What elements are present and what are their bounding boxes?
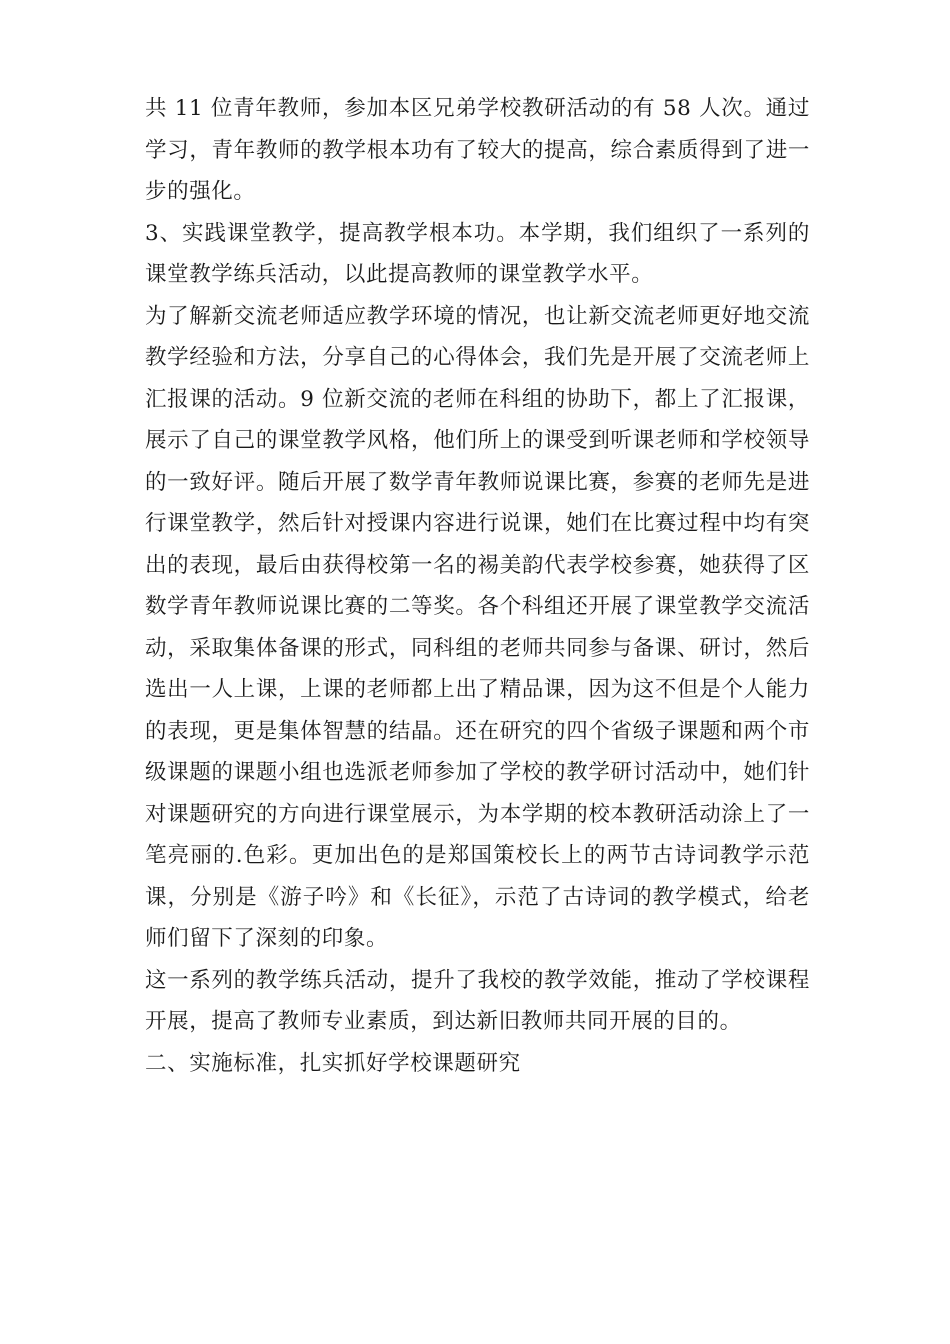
paragraph-training-summary: 这一系列的教学练兵活动，提升了我校的教学效能，推动了学校课程开展，提高了教师专业素质，到达新旧教师共同开展的目的。 xyxy=(145,967,810,1034)
section-heading-research: 二、实施标准，扎实抓好学校课题研究 xyxy=(145,1050,521,1076)
paragraph-classroom-practice: 3、实践课堂教学，提高教学根本功。本学期，我们组织了一系列的课堂教学练兵活动，以此提高教师的课堂教学水平。 xyxy=(145,220,810,287)
document-body xyxy=(145,88,810,1084)
paragraph-young-teachers: 共 11 位青年教师，参加本区兄弟学校教研活动的有 58 人次。通过学习，青年教师的教学根本功有了较大的提高，综合素质得到了进一步的强化。 xyxy=(145,96,810,204)
paragraph-exchange-teachers: 为了解新交流老师适应教学环境的情况，也让新交流老师更好地交流教学经验和方法，分享自己的心得体会，我们先是开展了交流老师上汇报课的活动。9 位新交流的老师在科组的协助下，都上了汇报课，展示了自己的课堂教学风格，他们所上的课受到听课老师和学校领导的一致好评。随后开展了数学青年教师说课比赛，参赛的老师先是进行课堂教学，然后针对授课内容进行说课，她们在比赛过程中均有突出的表现，最后由获得校第一名的裼美韵代表学校参赛，她获得了区数学青年教师说课比赛的二等奖。各个科组还开展了课堂教学交流活动，采取集体备课的形式，同科组的老师共同参与备课、研讨，然后选出一人上课，上课的老师都上出了精品课，因为这不但是个人能力的表现，更是集体智慧的结晶。还在研究的四个省级子课题和两个市级课题的课题小组也选派老师参加了学校的教学研讨活动中，她们针对课题研究的方向进行课堂展示，为本学期的校本教研活动涂上了一笔亮丽的.色彩。更加出色的是郑国策校长上的两节古诗词教学示范课，分别是《游子吟》和《长征》，示范了古诗词的教学模式，给老师们留下了深刻的印象。 xyxy=(145,303,810,951)
